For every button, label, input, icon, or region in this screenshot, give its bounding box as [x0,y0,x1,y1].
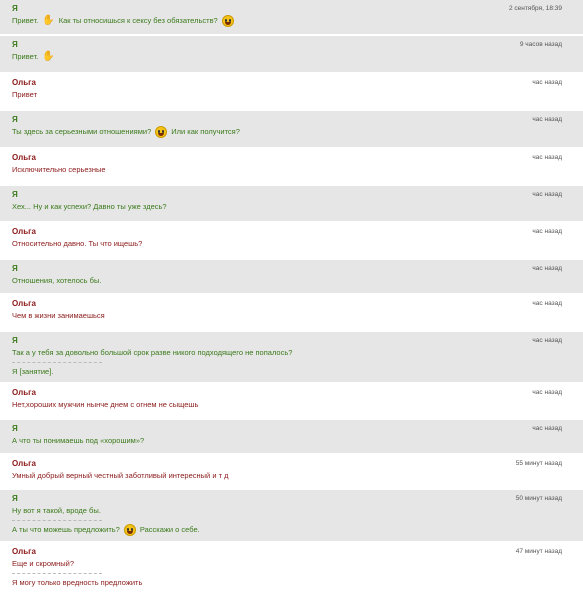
message-timestamp: час назад [532,116,562,123]
message-text [12,504,583,517]
message-text-segment: Умный добрый верный честный заботливый интересный и т д [12,471,229,480]
message-author[interactable]: Ольга [12,78,36,87]
message-timestamp: 2 сентября, 18:39 [508,5,562,12]
message-text [12,237,583,250]
message-row [0,0,583,36]
message-row [0,36,583,74]
message-text [12,274,583,287]
message-text [12,365,583,378]
message-text-segment: Хех... Ну и как успехи? Давно ты уже здесь? [12,202,167,211]
message-author[interactable]: Я [12,264,18,273]
message-separator [12,520,102,521]
message-author[interactable]: Ольга [12,459,36,468]
message-text [12,14,583,27]
message-author[interactable]: Я [12,424,18,433]
message-text-segment: Нет,хороших мужчин нынче днем с огнем не сыщешь [12,400,199,409]
message-row [0,455,583,490]
message-timestamp: час назад [532,154,562,161]
message-separator [12,573,102,574]
wave-emoji-icon: ✋ [42,50,55,62]
message-author[interactable]: Ольга [12,388,36,397]
message-timestamp: час назад [532,228,562,235]
message-author[interactable]: Я [12,4,18,13]
message-text [12,576,583,589]
message-text [12,557,583,570]
message-timestamp: 50 минут назад [515,495,562,502]
message-timestamp: час назад [532,425,562,432]
message-text [12,346,583,359]
message-row [0,295,583,332]
message-text-segment: Относительно давно. Ты что ищешь? [12,239,143,248]
message-text [12,88,583,101]
message-text [12,434,583,447]
message-text [12,200,583,213]
message-text-segment: Отношения, хотелось бы. [12,276,102,285]
message-text-segment: Привет. [12,16,39,25]
message-row [0,332,583,384]
message-row [0,149,583,186]
message-row [0,186,583,223]
message-author[interactable]: Ольга [12,153,36,162]
message-author[interactable]: Я [12,40,18,49]
message-separator [12,362,102,363]
message-author[interactable]: Я [12,190,18,199]
message-timestamp: 9 часов назад [519,41,562,48]
message-author[interactable]: Ольга [12,547,36,556]
smile-emoji-icon [124,524,136,536]
smile-emoji-icon [222,15,234,27]
message-row [0,543,583,598]
message-row [0,490,583,543]
message-author[interactable]: Я [12,494,18,503]
message-text [12,309,583,322]
message-text-segment: Расскажи о себе. [139,525,200,534]
message-text [12,398,583,411]
message-text [12,125,583,138]
message-timestamp: 47 минут назад [515,548,562,555]
wave-emoji-icon: ✋ [42,14,55,26]
message-author[interactable]: Ольга [12,227,36,236]
message-text-segment: Еще и скромный? [12,559,75,568]
message-text-segment: А что ты понимаешь под «хорошим»? [12,436,145,445]
message-timestamp: час назад [532,191,562,198]
smile-emoji-icon [155,126,167,138]
message-text-segment: Привет [12,90,38,99]
message-text-segment: Ну вот я такой, вроде бы. [12,506,101,515]
message-row [0,111,583,149]
message-timestamp: час назад [532,265,562,272]
message-text [12,50,583,63]
message-text-segment: Исключительно серьезные [12,165,106,174]
message-text-segment: Или как получится? [171,127,240,136]
message-row [0,384,583,420]
message-author[interactable]: Я [12,115,18,124]
message-text-segment: Я могу только вредность предложить [12,578,143,587]
message-text [12,523,583,536]
message-row [0,420,583,455]
message-author[interactable]: Ольга [12,299,36,308]
message-row [0,260,583,295]
message-timestamp: час назад [532,337,562,344]
message-timestamp: час назад [532,79,562,86]
message-timestamp: 55 минут назад [515,460,562,467]
message-timestamp: час назад [532,300,562,307]
message-text-segment: Как ты относишься к сексу без обязательств? [58,16,218,25]
message-text-segment: Ты здесь за серьезными отношениями? [12,127,152,136]
message-text-segment: А ты что можешь предложить? [12,525,120,534]
message-timestamp: час назад [532,389,562,396]
message-text [12,469,583,482]
message-row [0,223,583,260]
message-text-segment: Чем в жизни занимаешься [12,311,105,320]
message-author[interactable]: Я [12,336,18,345]
message-text-segment: Привет. [12,52,39,61]
message-text-segment: Я [занятие]. [12,367,54,376]
message-text [12,163,583,176]
message-row [0,74,583,111]
message-text-segment: Так а у тебя за довольно большой срок разве никого подходящего не попалось? [12,348,293,357]
